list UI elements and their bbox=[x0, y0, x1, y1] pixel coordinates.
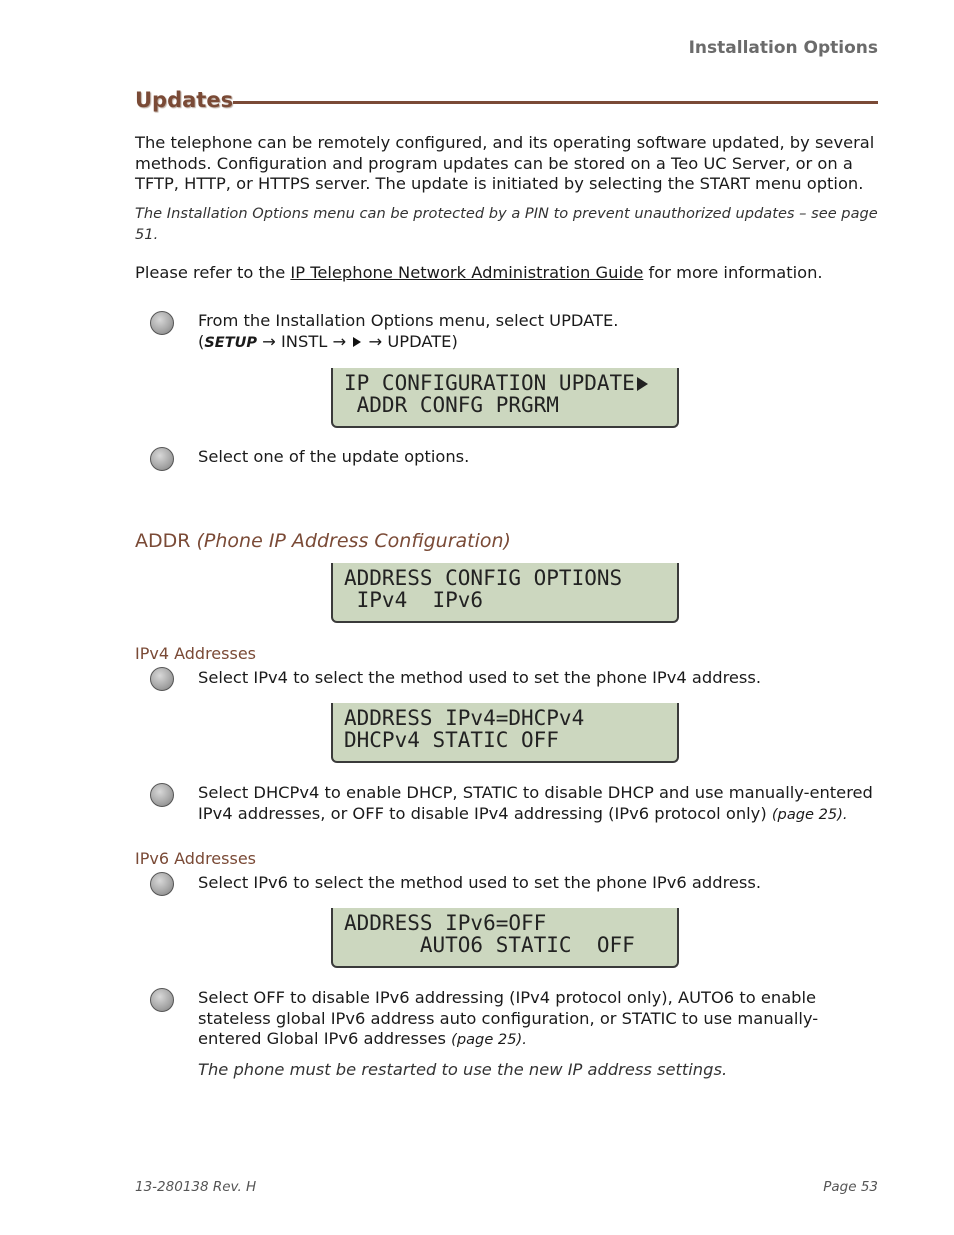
lcd-display-address-options bbox=[331, 563, 679, 623]
running-header: Installation Options bbox=[688, 38, 878, 58]
right-arrow-icon bbox=[353, 337, 361, 347]
lcd-line: DHCPv4 STATIC OFF bbox=[344, 728, 559, 752]
step-ipv4-options bbox=[198, 783, 888, 825]
title-rule bbox=[233, 101, 878, 104]
setup-key-label: SETUP bbox=[204, 334, 257, 351]
step-bullet bbox=[150, 872, 174, 896]
menu-path: (SETUP → INSTL → → UPDATE) bbox=[198, 331, 458, 351]
restart-note: The phone must be restarted to use the new IP address settings. bbox=[198, 1060, 728, 1079]
addr-subsection-title bbox=[135, 530, 511, 552]
step-select-ipv4: Select IPv4 to select the method used to set the phone IPv4 address. bbox=[198, 668, 762, 687]
lcd-line: IP CONFIGURATION UPDATE bbox=[344, 371, 635, 395]
step-bullet bbox=[150, 311, 174, 335]
lcd-display-ipv6 bbox=[331, 908, 679, 968]
step-select-update bbox=[198, 311, 888, 353]
page-reference: (page 25). bbox=[451, 1031, 527, 1048]
pin-note: The Installation Options menu can be protected by a PIN to prevent unauthorized updates – see page 51. bbox=[135, 205, 878, 243]
lcd-display-update bbox=[331, 368, 679, 428]
step-select-option: Select one of the update options. bbox=[198, 447, 470, 466]
ipv6-heading: IPv6 Addresses bbox=[135, 849, 256, 868]
addr-label: ADDR bbox=[135, 530, 191, 552]
refer-text-before: Please refer to the bbox=[135, 263, 291, 282]
lcd-line: AUTO6 STATIC OFF bbox=[344, 933, 635, 957]
lcd-right-arrow-icon bbox=[637, 377, 648, 391]
admin-guide-link[interactable]: IP Telephone Network Administration Guide bbox=[290, 263, 644, 282]
step-text: Select OFF to disable IPv6 addressing (IPv4 protocol only), AUTO6 to enable stateless global IPv6 address auto configuration, or STATIC to use manually-entered Global IPv6 addresses bbox=[198, 988, 819, 1048]
lcd-line: IPv4 IPv6 bbox=[344, 588, 484, 612]
path-instl: INSTL bbox=[281, 331, 328, 351]
footer-page-number: Page 53 bbox=[823, 1179, 878, 1195]
lcd-display-ipv4 bbox=[331, 703, 679, 763]
addr-description: (Phone IP Address Configuration) bbox=[196, 530, 511, 552]
step-ipv6-options bbox=[198, 988, 838, 1051]
path-update: UPDATE bbox=[387, 331, 452, 351]
step-text: Select DHCPv4 to enable DHCP, STATIC to disable DHCP and use manually-entered IPv4 addresses, or OFF to disable IPv4 addressing (IPv6 protocol only) bbox=[198, 783, 873, 823]
section-title: Updates bbox=[135, 88, 234, 112]
step-bullet bbox=[150, 447, 174, 471]
step-text: From the Installation Options menu, select UPDATE. bbox=[198, 311, 619, 330]
lcd-line: ADDRESS CONFIG OPTIONS bbox=[344, 566, 623, 590]
lcd-line: ADDRESS IPv6=OFF bbox=[344, 911, 547, 935]
lcd-line: ADDR CONFG PRGRM bbox=[344, 393, 559, 417]
intro-paragraph: The telephone can be remotely configured, and its operating software updated, by several methods. Configuration and program updates can be stored on a Teo UC Server, or on a TFTP, HTTP, or HTTPS server. The update is initiated by selecting the START menu option. bbox=[135, 133, 875, 193]
step-bullet bbox=[150, 988, 174, 1012]
footer-doc-id: 13-280138 Rev. H bbox=[135, 1179, 257, 1195]
refer-paragraph bbox=[135, 263, 880, 284]
ipv4-heading: IPv4 Addresses bbox=[135, 644, 256, 663]
step-bullet bbox=[150, 667, 174, 691]
page-reference: (page 25). bbox=[771, 805, 848, 823]
refer-text-after: for more information. bbox=[643, 263, 823, 282]
step-bullet bbox=[150, 783, 174, 807]
lcd-line: ADDRESS IPv4=DHCPv4 bbox=[344, 706, 585, 730]
step-select-ipv6: Select IPv6 to select the method used to set the phone IPv6 address. bbox=[198, 873, 762, 892]
